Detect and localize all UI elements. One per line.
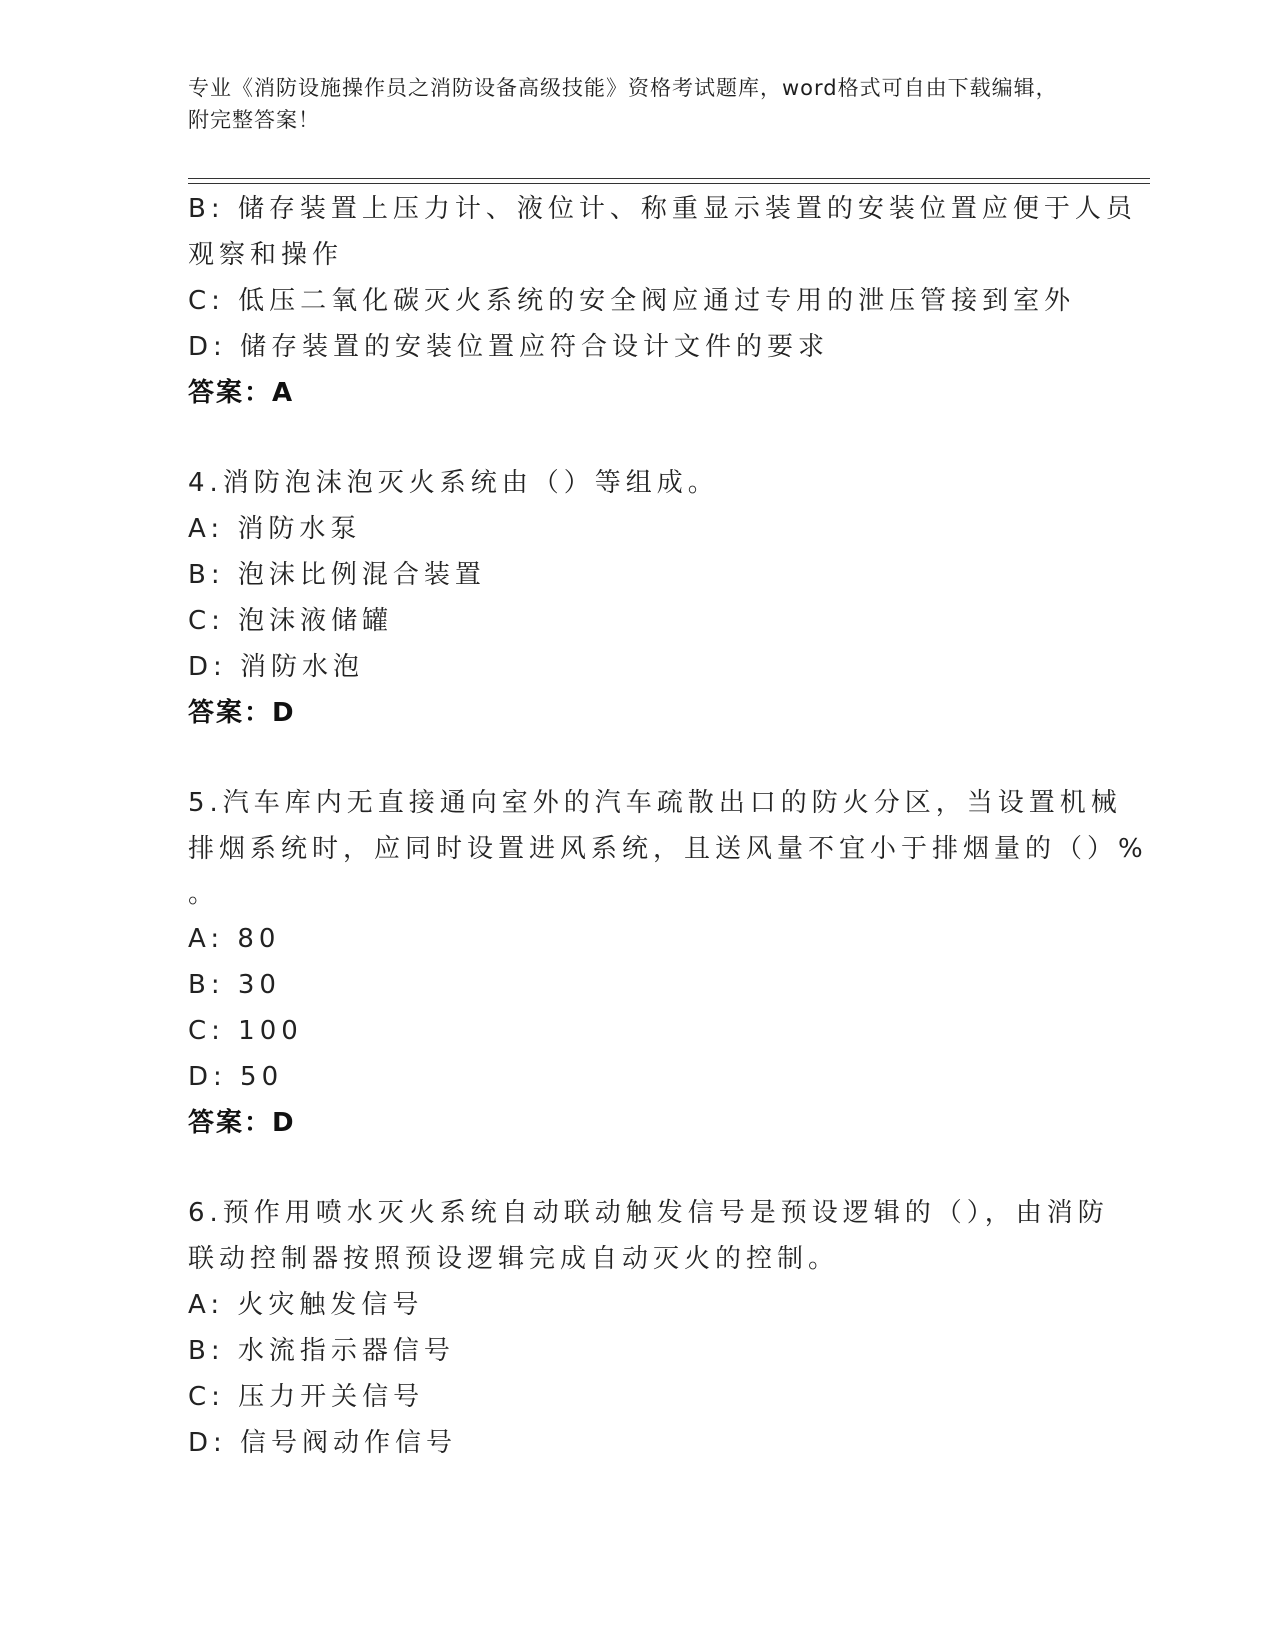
question-6 bbox=[188, 1190, 1109, 1466]
answer: 答案：A bbox=[188, 378, 295, 408]
question-3-continued bbox=[188, 186, 1137, 416]
question-list bbox=[188, 186, 1148, 1466]
option-d: D: 储存装置的安装位置应符合设计文件的要求 bbox=[188, 332, 830, 362]
option-d: D: 消防水泡 bbox=[188, 652, 365, 682]
option-b-line2: 观察和操作 bbox=[188, 240, 344, 270]
question-stem-line1: 5.汽车库内无直接通向室外的汽车疏散出口的防火分区，当设置机械 bbox=[188, 788, 1122, 818]
question-stem-line3: 。 bbox=[188, 879, 215, 909]
question-stem-line1: 6.预作用喷水灭火系统自动联动触发信号是预设逻辑的（），由消防 bbox=[188, 1198, 1109, 1228]
option-c: C: 压力开关信号 bbox=[188, 1382, 425, 1412]
option-b: B: 泡沫比例混合装置 bbox=[188, 560, 486, 590]
option-a: A: 火灾触发信号 bbox=[188, 1290, 424, 1320]
question-stem: 4.消防泡沫泡灭火系统由（）等组成。 bbox=[188, 468, 719, 498]
option-c: C: 低压二氧化碳灭火系统的安全阀应通过专用的泄压管接到室外 bbox=[188, 286, 1076, 316]
question-stem-line2: 联动控制器按照预设逻辑完成自动灭火的控制。 bbox=[188, 1244, 840, 1274]
header-text: 专业《消防设施操作员之消防设备高级技能》资格考试题库，word格式可自由下载编辑，附完整答案！ bbox=[188, 76, 1058, 132]
question-5 bbox=[188, 780, 1148, 1146]
option-c: C: 泡沫液储罐 bbox=[188, 606, 394, 636]
answer: 答案：D bbox=[188, 1108, 296, 1138]
option-c: C: 100 bbox=[188, 1016, 303, 1046]
option-b: B: 30 bbox=[188, 970, 281, 1000]
option-d: D: 信号阀动作信号 bbox=[188, 1428, 458, 1458]
option-d: D: 50 bbox=[188, 1062, 284, 1092]
header-divider-top bbox=[188, 178, 1150, 179]
answer: 答案：D bbox=[188, 698, 296, 728]
option-b: B: 水流指示器信号 bbox=[188, 1336, 455, 1366]
option-a: A: 80 bbox=[188, 924, 281, 954]
question-stem-line2: 排烟系统时，应同时设置进风系统，且送风量不宜小于排烟量的（）% bbox=[188, 834, 1148, 864]
header-divider-bottom bbox=[188, 183, 1150, 184]
question-4 bbox=[188, 460, 1088, 736]
option-a: A: 消防水泵 bbox=[188, 514, 362, 544]
option-b-line1: B: 储存装置上压力计、液位计、称重显示装置的安装位置应便于人员 bbox=[188, 194, 1137, 224]
document-header bbox=[188, 72, 1068, 136]
